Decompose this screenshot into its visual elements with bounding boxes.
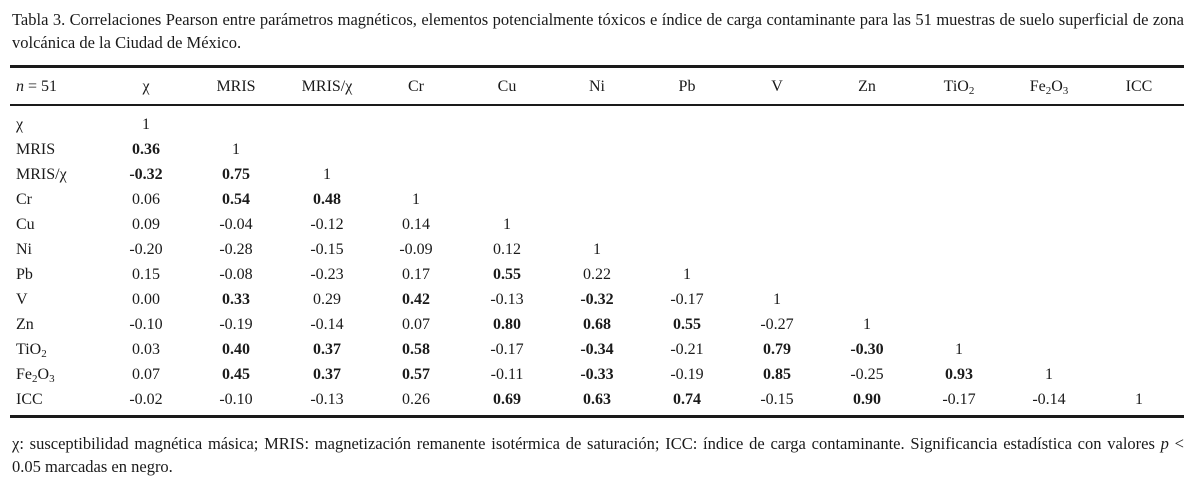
table-cell: -0.02 <box>129 391 163 408</box>
row-label <box>16 315 34 335</box>
table-cell: -0.08 <box>219 266 253 283</box>
bottom-rule <box>10 415 1184 418</box>
table-cell: 0.58 <box>402 341 430 358</box>
table-cell: -0.15 <box>760 391 794 408</box>
table-cell: 0.75 <box>222 166 250 183</box>
table-cell: -0.11 <box>490 366 524 383</box>
table-cell: -0.13 <box>490 291 524 308</box>
table-cell: -0.09 <box>399 241 433 258</box>
table-cell: 1 <box>142 116 150 133</box>
footnote-p: p <box>1160 434 1169 453</box>
column-header-text: TiO <box>943 78 969 95</box>
table-cell: -0.23 <box>310 266 344 283</box>
table-cell: 0.54 <box>222 191 250 208</box>
table-cell: 0.29 <box>313 291 341 308</box>
row-label-text: Ni <box>16 241 32 258</box>
table-cell: 0.07 <box>402 316 430 333</box>
table-cell: -0.17 <box>942 391 976 408</box>
table-cell: 0.09 <box>132 216 160 233</box>
table-cell: 0.12 <box>493 241 521 258</box>
table-cell: 1 <box>773 291 781 308</box>
column-header-text: Ni <box>589 78 605 95</box>
table-cell: 0.15 <box>132 266 160 283</box>
table-cell: -0.28 <box>219 241 253 258</box>
subscript: 2 <box>1045 85 1052 97</box>
table-cell: -0.15 <box>310 241 344 258</box>
table-cell: -0.14 <box>310 316 344 333</box>
row-label-text: Cr <box>16 191 32 208</box>
table-cell: 1 <box>1135 391 1143 408</box>
table-cell: 1 <box>232 141 240 158</box>
table-cell: -0.13 <box>310 391 344 408</box>
row-label <box>16 365 55 385</box>
table-cell: 0.79 <box>763 341 791 358</box>
table-cell: 1 <box>1045 366 1053 383</box>
footnote-text-1: χ: susceptibilidad magnética másica; MRIS: magnetización remanente isotérmica de saturación; ICC: índice de carga contaminante. Significancia estadística con valores <box>12 434 1161 453</box>
n-label-italic: n <box>16 78 24 95</box>
table-cell: 0.93 <box>945 366 973 383</box>
column-header-text: ICC <box>1125 78 1153 95</box>
column-header <box>302 77 353 97</box>
column-header <box>408 77 424 97</box>
table-cell: 0.00 <box>132 291 160 308</box>
table-cell: -0.20 <box>129 241 163 258</box>
top-rule <box>10 65 1184 68</box>
row-label-text: Pb <box>16 266 33 283</box>
subscript: 3 <box>49 373 55 385</box>
table-cell: -0.10 <box>129 316 163 333</box>
table-cell: 0.37 <box>313 341 341 358</box>
row-label-text: MRIS <box>16 141 56 158</box>
column-header <box>498 77 517 97</box>
table-cell: -0.04 <box>219 216 253 233</box>
table-cell: 0.80 <box>493 316 521 333</box>
column-header-text: Cr <box>408 78 424 95</box>
column-header <box>679 77 696 97</box>
table-cell: -0.14 <box>1032 391 1066 408</box>
footnote-text-2: < 0.05 marcadas en negro. <box>12 434 1184 476</box>
table-cell: 0.63 <box>583 391 611 408</box>
row-label-text: O <box>37 366 50 383</box>
row-label <box>16 240 32 260</box>
row-label <box>16 390 43 410</box>
column-header-text: MRIS <box>216 78 256 95</box>
table-cell: 0.48 <box>313 191 341 208</box>
row-label-text: Fe <box>16 366 32 383</box>
table-cell: 0.17 <box>402 266 430 283</box>
table-cell: 0.40 <box>222 341 250 358</box>
column-header-text: χ <box>142 78 150 95</box>
table-cell: -0.27 <box>760 316 794 333</box>
column-header <box>216 77 255 97</box>
header-rule <box>10 104 1184 106</box>
table-cell: 0.37 <box>313 366 341 383</box>
table-cell: -0.19 <box>670 366 704 383</box>
table-cell: -0.17 <box>670 291 704 308</box>
column-header-text: Fe <box>1029 78 1046 95</box>
row-label <box>16 215 35 235</box>
table-cell: -0.33 <box>580 366 614 383</box>
row-label <box>16 340 47 360</box>
column-header <box>142 77 149 97</box>
subscript: 2 <box>968 85 975 97</box>
table-cell: -0.25 <box>850 366 884 383</box>
row-label-text: ICC <box>16 391 43 408</box>
row-label <box>16 165 67 185</box>
table-cell: 0.36 <box>132 141 160 158</box>
row-label-text: V <box>16 291 28 308</box>
n-label <box>16 77 57 97</box>
table-cell: 0.69 <box>493 391 521 408</box>
row-label <box>16 115 23 135</box>
table-cell: -0.30 <box>850 341 884 358</box>
column-header <box>589 77 605 97</box>
row-label-text: Cu <box>16 216 35 233</box>
column-header-text: Zn <box>858 78 876 95</box>
row-label-text: Zn <box>16 316 34 333</box>
table-cell: 0.45 <box>222 366 250 383</box>
table-cell: 1 <box>955 341 963 358</box>
column-header <box>944 77 975 97</box>
row-label <box>16 190 32 210</box>
row-label-text: TiO <box>16 341 42 358</box>
column-header <box>858 77 876 97</box>
table-cell: 0.55 <box>673 316 701 333</box>
table-cell: -0.32 <box>129 166 163 183</box>
column-header-text: Pb <box>678 78 696 95</box>
table-cell: 0.85 <box>763 366 791 383</box>
table-cell: 0.14 <box>402 216 430 233</box>
table-cell: 0.74 <box>673 391 701 408</box>
table-cell: 1 <box>503 216 511 233</box>
table-cell: -0.19 <box>219 316 253 333</box>
table-cell: 0.42 <box>402 291 430 308</box>
table-cell: -0.12 <box>310 216 344 233</box>
row-label <box>16 290 28 310</box>
column-header <box>771 77 783 97</box>
row-label-text: MRIS/χ <box>16 166 67 183</box>
table-cell: 1 <box>593 241 601 258</box>
table-cell: -0.17 <box>490 341 524 358</box>
table-cell: 0.26 <box>402 391 430 408</box>
column-header <box>1126 77 1153 97</box>
table-cell: -0.10 <box>219 391 253 408</box>
column-header-text: MRIS/χ <box>301 78 353 95</box>
table-cell: 1 <box>412 191 420 208</box>
column-header <box>1030 77 1069 97</box>
table-cell: -0.21 <box>670 341 704 358</box>
column-header-text: O <box>1051 78 1063 95</box>
subscript: 3 <box>1062 85 1069 97</box>
table-cell: 0.07 <box>132 366 160 383</box>
table-cell: 1 <box>863 316 871 333</box>
table-cell: 0.90 <box>853 391 881 408</box>
table-cell: 0.68 <box>583 316 611 333</box>
column-header-text: Cu <box>497 78 517 95</box>
table-cell: 0.03 <box>132 341 160 358</box>
table-cell: 1 <box>683 266 691 283</box>
table-cell: 0.06 <box>132 191 160 208</box>
row-label <box>16 265 33 285</box>
subscript: 2 <box>41 348 47 360</box>
table-cell: 0.22 <box>583 266 611 283</box>
column-header-text: V <box>771 78 783 95</box>
table-cell: -0.34 <box>580 341 614 358</box>
table-caption: Tabla 3. Correlaciones Pearson entre parámetros magnéticos, elementos potencialmente tóxicos e índice de carga contaminante para las 51 muestras de suelo superficial de zona volcánica de la Ciudad de México. <box>12 10 1184 52</box>
subscript: 2 <box>32 373 38 385</box>
table-cell: 1 <box>323 166 331 183</box>
table-footnote <box>12 432 1184 478</box>
row-label <box>16 140 55 160</box>
table-cell: 0.55 <box>493 266 521 283</box>
table-cell: 0.57 <box>402 366 430 383</box>
n-label-rest: = 51 <box>24 78 58 95</box>
table-cell: 0.33 <box>222 291 250 308</box>
row-label-text: χ <box>16 116 24 133</box>
table-cell: -0.32 <box>580 291 614 308</box>
